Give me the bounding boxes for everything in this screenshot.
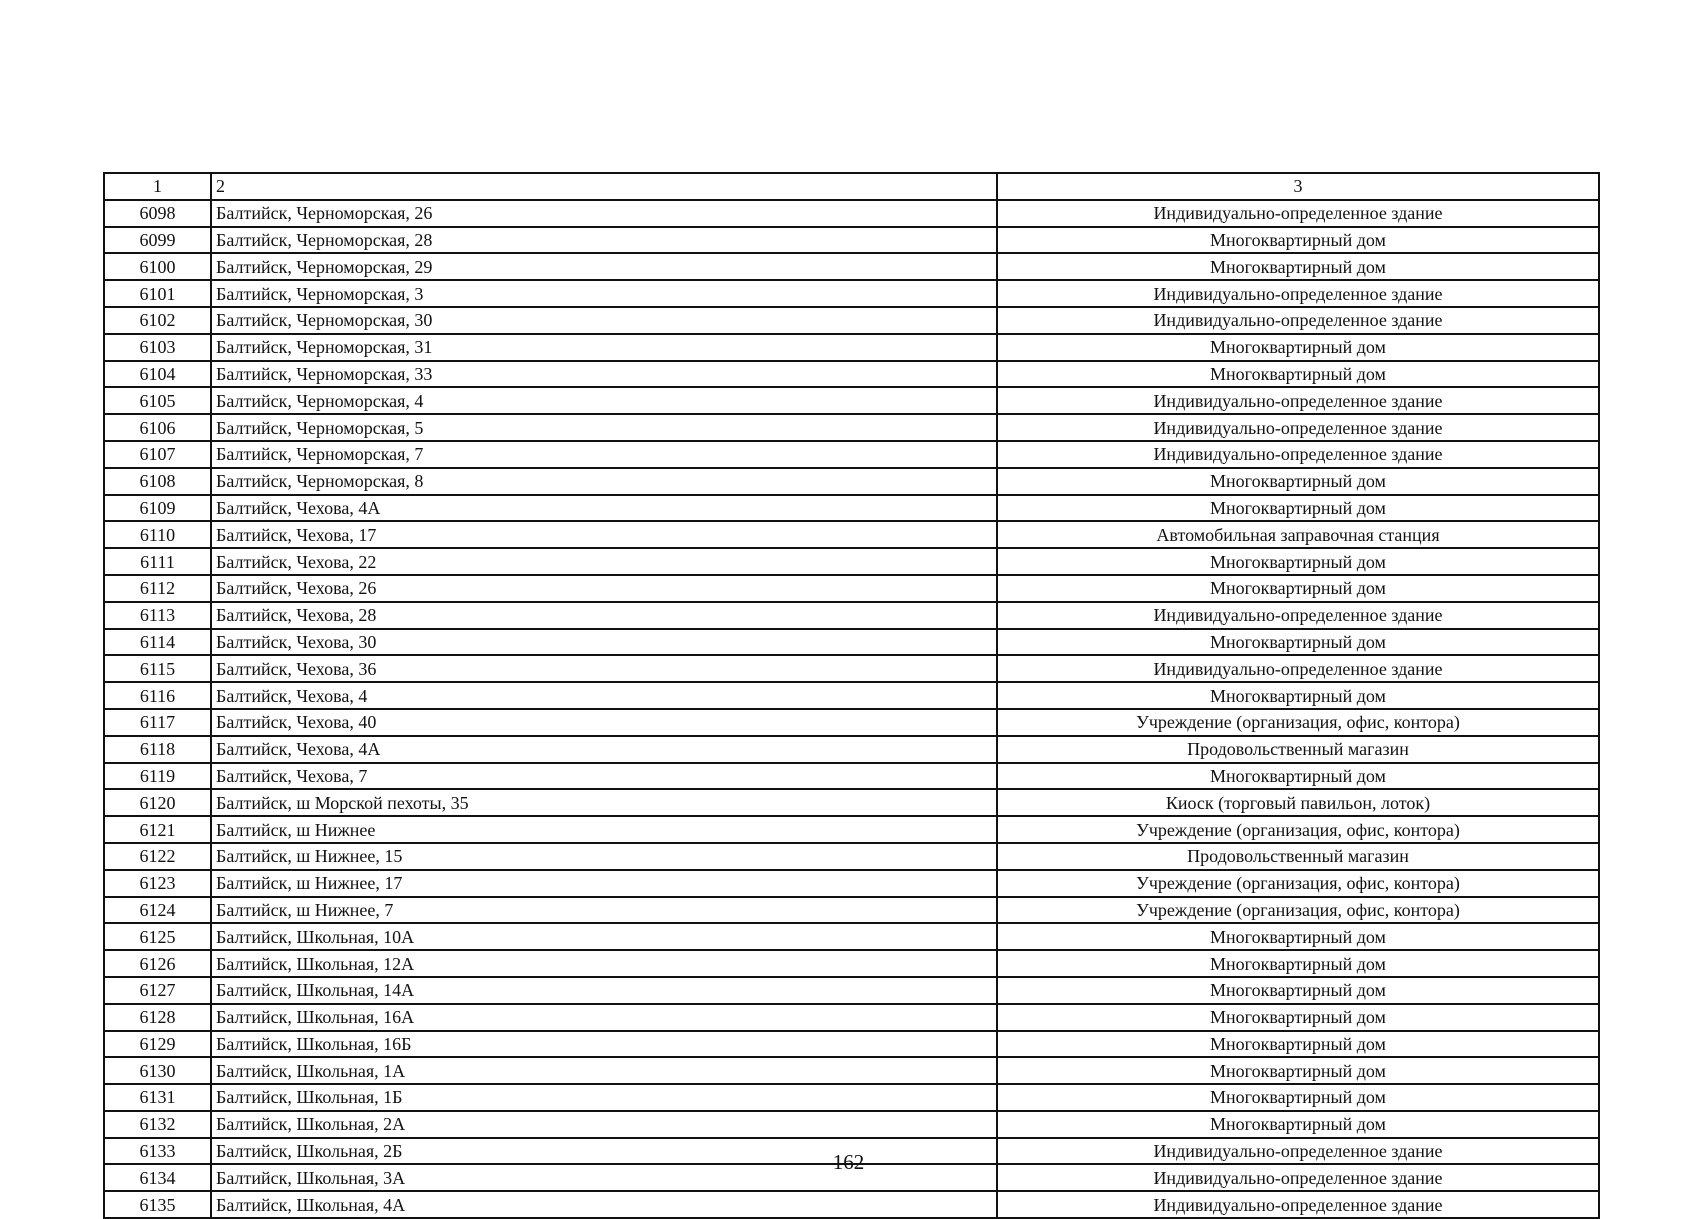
building-type-cell: Индивидуально-определенное здание <box>997 602 1599 629</box>
header-col-2: 2 <box>211 173 997 200</box>
table-header <box>104 173 1599 200</box>
table-row <box>104 736 1599 763</box>
building-type-cell: Продовольственный магазин <box>997 843 1599 870</box>
building-type-cell: Индивидуально-определенное здание <box>997 200 1599 227</box>
address-cell: Балтийск, Школьная, 2А <box>211 1111 997 1138</box>
address-cell: Балтийск, Черноморская, 29 <box>211 253 997 280</box>
building-type-cell: Индивидуально-определенное здание <box>997 414 1599 441</box>
building-type-cell: Индивидуально-определенное здание <box>997 655 1599 682</box>
table-row <box>104 1191 1599 1218</box>
address-cell: Балтийск, Чехова, 26 <box>211 575 997 602</box>
header-col-1: 1 <box>104 173 211 200</box>
table-row <box>104 897 1599 924</box>
address-cell: Балтийск, Чехова, 4А <box>211 495 997 522</box>
row-number-cell: 6119 <box>104 763 211 790</box>
registry-table <box>103 172 1600 1219</box>
building-type-cell: Продовольственный магазин <box>997 736 1599 763</box>
table-row <box>104 468 1599 495</box>
table-row <box>104 280 1599 307</box>
address-cell: Балтийск, Черноморская, 30 <box>211 307 997 334</box>
row-number-cell: 6107 <box>104 441 211 468</box>
building-type-cell: Многоквартирный дом <box>997 1004 1599 1031</box>
building-type-cell: Учреждение (организация, офис, контора) <box>997 897 1599 924</box>
table-row <box>104 334 1599 361</box>
row-number-cell: 6103 <box>104 334 211 361</box>
row-number-cell: 6131 <box>104 1084 211 1111</box>
table-row <box>104 1031 1599 1058</box>
row-number-cell: 6127 <box>104 977 211 1004</box>
table-row <box>104 253 1599 280</box>
address-cell: Балтийск, Черноморская, 31 <box>211 334 997 361</box>
table-row <box>104 1111 1599 1138</box>
table-row <box>104 227 1599 254</box>
address-cell: Балтийск, Школьная, 1А <box>211 1057 997 1084</box>
row-number-cell: 6126 <box>104 950 211 977</box>
table-row <box>104 441 1599 468</box>
building-type-cell: Многоквартирный дом <box>997 495 1599 522</box>
address-cell: Балтийск, ш Морской пехоты, 35 <box>211 789 997 816</box>
row-number-cell: 6124 <box>104 897 211 924</box>
building-type-cell: Многоквартирный дом <box>997 629 1599 656</box>
address-cell: Балтийск, Школьная, 12А <box>211 950 997 977</box>
address-cell: Балтийск, ш Нижнее, 17 <box>211 870 997 897</box>
building-type-cell: Индивидуально-определенное здание <box>997 307 1599 334</box>
building-type-cell: Многоквартирный дом <box>997 1057 1599 1084</box>
address-cell: Балтийск, Школьная, 2Б <box>211 1138 997 1165</box>
table-row <box>104 548 1599 575</box>
building-type-cell: Многоквартирный дом <box>997 253 1599 280</box>
address-cell: Балтийск, Чехова, 7 <box>211 763 997 790</box>
building-type-cell: Многоквартирный дом <box>997 468 1599 495</box>
table-row <box>104 870 1599 897</box>
row-number-cell: 6106 <box>104 414 211 441</box>
table-body <box>104 200 1599 1218</box>
table-row <box>104 843 1599 870</box>
address-cell: Балтийск, Черноморская, 8 <box>211 468 997 495</box>
table-row <box>104 200 1599 227</box>
building-type-cell: Учреждение (организация, офис, контора) <box>997 816 1599 843</box>
building-type-cell: Индивидуально-определенное здание <box>997 387 1599 414</box>
address-cell: Балтийск, Черноморская, 33 <box>211 361 997 388</box>
row-number-cell: 6120 <box>104 789 211 816</box>
table-row <box>104 521 1599 548</box>
address-cell: Балтийск, Черноморская, 4 <box>211 387 997 414</box>
table-row <box>104 629 1599 656</box>
building-type-cell: Многоквартирный дом <box>997 361 1599 388</box>
address-cell: Балтийск, Черноморская, 7 <box>211 441 997 468</box>
table-row <box>104 709 1599 736</box>
building-type-cell: Многоквартирный дом <box>997 575 1599 602</box>
address-cell: Балтийск, Чехова, 28 <box>211 602 997 629</box>
row-number-cell: 6099 <box>104 227 211 254</box>
row-number-cell: 6134 <box>104 1164 211 1191</box>
row-number-cell: 6115 <box>104 655 211 682</box>
building-type-cell: Киоск (торговый павильон, лоток) <box>997 789 1599 816</box>
address-cell: Балтийск, ш Нижнее, 15 <box>211 843 997 870</box>
address-cell: Балтийск, Чехова, 30 <box>211 629 997 656</box>
building-type-cell: Индивидуально-определенное здание <box>997 1191 1599 1218</box>
header-row <box>104 173 1599 200</box>
building-type-cell: Многоквартирный дом <box>997 1111 1599 1138</box>
building-type-cell: Автомобильная заправочная станция <box>997 521 1599 548</box>
address-cell: Балтийск, Школьная, 16А <box>211 1004 997 1031</box>
address-cell: Балтийск, Школьная, 10А <box>211 923 997 950</box>
building-type-cell: Многоквартирный дом <box>997 763 1599 790</box>
address-cell: Балтийск, Школьная, 14А <box>211 977 997 1004</box>
table-row <box>104 387 1599 414</box>
table-row <box>104 1004 1599 1031</box>
row-number-cell: 6121 <box>104 816 211 843</box>
building-type-cell: Многоквартирный дом <box>997 950 1599 977</box>
building-type-cell: Многоквартирный дом <box>997 1031 1599 1058</box>
table-row <box>104 495 1599 522</box>
address-cell: Балтийск, ш Нижнее <box>211 816 997 843</box>
address-cell: Балтийск, Черноморская, 26 <box>211 200 997 227</box>
address-cell: Балтийск, Чехова, 22 <box>211 548 997 575</box>
page-number: 162 <box>832 1150 865 1174</box>
row-number-cell: 6128 <box>104 1004 211 1031</box>
row-number-cell: 6135 <box>104 1191 211 1218</box>
building-type-cell: Многоквартирный дом <box>997 227 1599 254</box>
row-number-cell: 6132 <box>104 1111 211 1138</box>
building-type-cell: Многоквартирный дом <box>997 682 1599 709</box>
address-cell: Балтийск, Чехова, 4 <box>211 682 997 709</box>
building-type-cell: Индивидуально-определенное здание <box>997 1138 1599 1165</box>
row-number-cell: 6109 <box>104 495 211 522</box>
row-number-cell: 6116 <box>104 682 211 709</box>
table-row <box>104 1057 1599 1084</box>
building-type-cell: Индивидуально-определенное здание <box>997 280 1599 307</box>
row-number-cell: 6129 <box>104 1031 211 1058</box>
address-cell: Балтийск, Черноморская, 5 <box>211 414 997 441</box>
table-row <box>104 923 1599 950</box>
row-number-cell: 6125 <box>104 923 211 950</box>
row-number-cell: 6117 <box>104 709 211 736</box>
table-row <box>104 602 1599 629</box>
address-cell: Балтийск, Школьная, 4А <box>211 1191 997 1218</box>
address-cell: Балтийск, Черноморская, 3 <box>211 280 997 307</box>
building-type-cell: Многоквартирный дом <box>997 548 1599 575</box>
row-number-cell: 6123 <box>104 870 211 897</box>
table-row <box>104 575 1599 602</box>
building-type-cell: Индивидуально-определенное здание <box>997 441 1599 468</box>
address-cell: Балтийск, Чехова, 40 <box>211 709 997 736</box>
address-cell: Балтийск, Чехова, 36 <box>211 655 997 682</box>
table-row <box>104 1084 1599 1111</box>
table-row <box>104 789 1599 816</box>
row-number-cell: 6108 <box>104 468 211 495</box>
header-col-3: 3 <box>997 173 1599 200</box>
row-number-cell: 6098 <box>104 200 211 227</box>
row-number-cell: 6118 <box>104 736 211 763</box>
building-type-cell: Учреждение (организация, офис, контора) <box>997 870 1599 897</box>
row-number-cell: 6111 <box>104 548 211 575</box>
address-cell: Балтийск, Чехова, 17 <box>211 521 997 548</box>
row-number-cell: 6104 <box>104 361 211 388</box>
row-number-cell: 6105 <box>104 387 211 414</box>
row-number-cell: 6102 <box>104 307 211 334</box>
building-type-cell: Многоквартирный дом <box>997 1084 1599 1111</box>
table-row <box>104 655 1599 682</box>
row-number-cell: 6130 <box>104 1057 211 1084</box>
row-number-cell: 6112 <box>104 575 211 602</box>
row-number-cell: 6100 <box>104 253 211 280</box>
table-row <box>104 414 1599 441</box>
row-number-cell: 6114 <box>104 629 211 656</box>
address-cell: Балтийск, ш Нижнее, 7 <box>211 897 997 924</box>
row-number-cell: 6110 <box>104 521 211 548</box>
table-row <box>104 307 1599 334</box>
table-row <box>104 977 1599 1004</box>
address-cell: Балтийск, Школьная, 16Б <box>211 1031 997 1058</box>
table-row <box>104 763 1599 790</box>
address-cell: Балтийск, Школьная, 1Б <box>211 1084 997 1111</box>
building-type-cell: Многоквартирный дом <box>997 923 1599 950</box>
table-row <box>104 950 1599 977</box>
row-number-cell: 6122 <box>104 843 211 870</box>
table-row <box>104 682 1599 709</box>
row-number-cell: 6101 <box>104 280 211 307</box>
row-number-cell: 6113 <box>104 602 211 629</box>
building-type-cell: Учреждение (организация, офис, контора) <box>997 709 1599 736</box>
table-row <box>104 816 1599 843</box>
table-row <box>104 361 1599 388</box>
building-type-cell: Индивидуально-определенное здание <box>997 1164 1599 1191</box>
address-cell: Балтийск, Чехова, 4А <box>211 736 997 763</box>
address-cell: Балтийск, Школьная, 3А <box>211 1164 997 1191</box>
row-number-cell: 6133 <box>104 1138 211 1165</box>
address-cell: Балтийск, Черноморская, 28 <box>211 227 997 254</box>
building-type-cell: Многоквартирный дом <box>997 334 1599 361</box>
building-type-cell: Многоквартирный дом <box>997 977 1599 1004</box>
